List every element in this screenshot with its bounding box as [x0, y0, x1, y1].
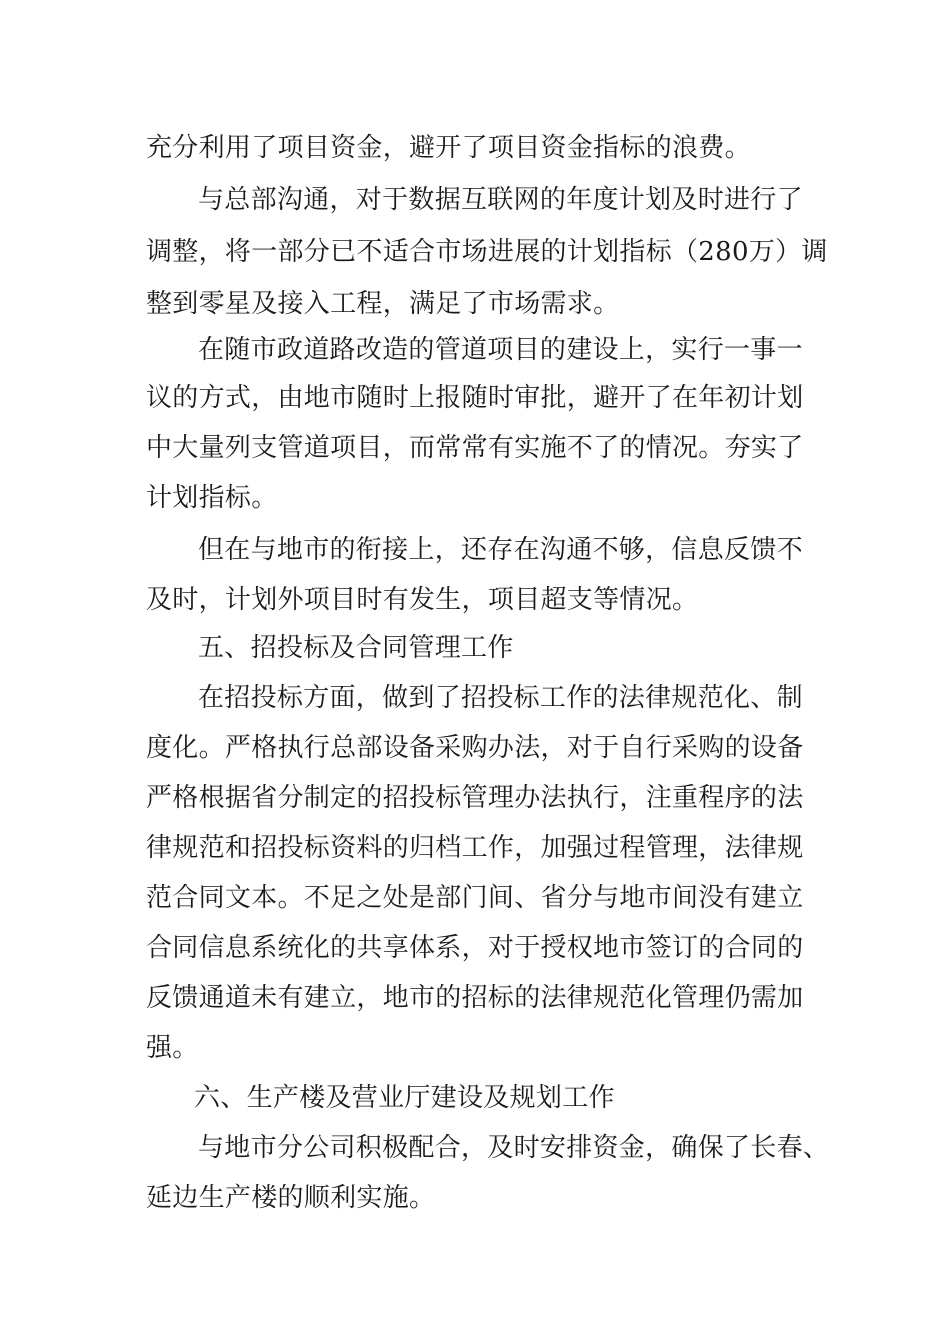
paragraph-line: 在随市政道路改造的管道项目的建设上，实行一事一 — [198, 335, 803, 365]
paragraph-line: 律规范和招投标资料的归档工作，加强过程管理，法律规 — [146, 833, 804, 863]
section-heading: 五、招投标及合同管理工作 — [198, 633, 514, 663]
paragraph-line: 在招投标方面，做到了招投标工作的法律规范化、制 — [198, 683, 803, 713]
paragraph-line: 调整，将一部分已不适合市场进展的计划指标（280万）调 — [146, 237, 828, 267]
paragraph-line: 范合同文本。不足之处是部门间、省分与地市间没有建立 — [146, 883, 804, 913]
paragraph-line: 与地市分公司积极配合，及时安排资金，确保了长春、 — [198, 1133, 830, 1163]
paragraph-line: 与总部沟通，对于数据互联网的年度计划及时进行了 — [198, 185, 803, 215]
paragraph-line: 强。 — [146, 1033, 199, 1063]
paragraph-line: 反馈通道未有建立，地市的招标的法律规范化管理仍需加 — [146, 983, 804, 1013]
paragraph-line: 及时，计划外项目时有发生，项目超支等情况。 — [146, 585, 699, 615]
paragraph-line: 合同信息系统化的共享体系，对于授权地市签订的合同的 — [146, 933, 804, 963]
paragraph-line: 整到零星及接入工程，满足了市场需求。 — [146, 289, 620, 319]
paragraph-line: 充分利用了项目资金，避开了项目资金指标的浪费。 — [146, 133, 751, 163]
paragraph-line: 严格根据省分制定的招投标管理办法执行，注重程序的法 — [146, 783, 804, 813]
paragraph-line: 延边生产楼的顺利实施。 — [146, 1183, 436, 1213]
paragraph-line: 中大量列支管道项目，而常常有实施不了的情况。夯实了 — [146, 433, 804, 463]
section-heading: 六、生产楼及营业厅建设及规划工作 — [194, 1083, 615, 1113]
paragraph-line: 但在与地市的衔接上，还存在沟通不够，信息反馈不 — [198, 535, 803, 565]
paragraph-line: 计划指标。 — [146, 483, 278, 513]
paragraph-line: 议的方式，由地市随时上报随时审批，避开了在年初计划 — [146, 383, 804, 413]
paragraph-line: 度化。严格执行总部设备采购办法，对于自行采购的设备 — [146, 733, 804, 763]
